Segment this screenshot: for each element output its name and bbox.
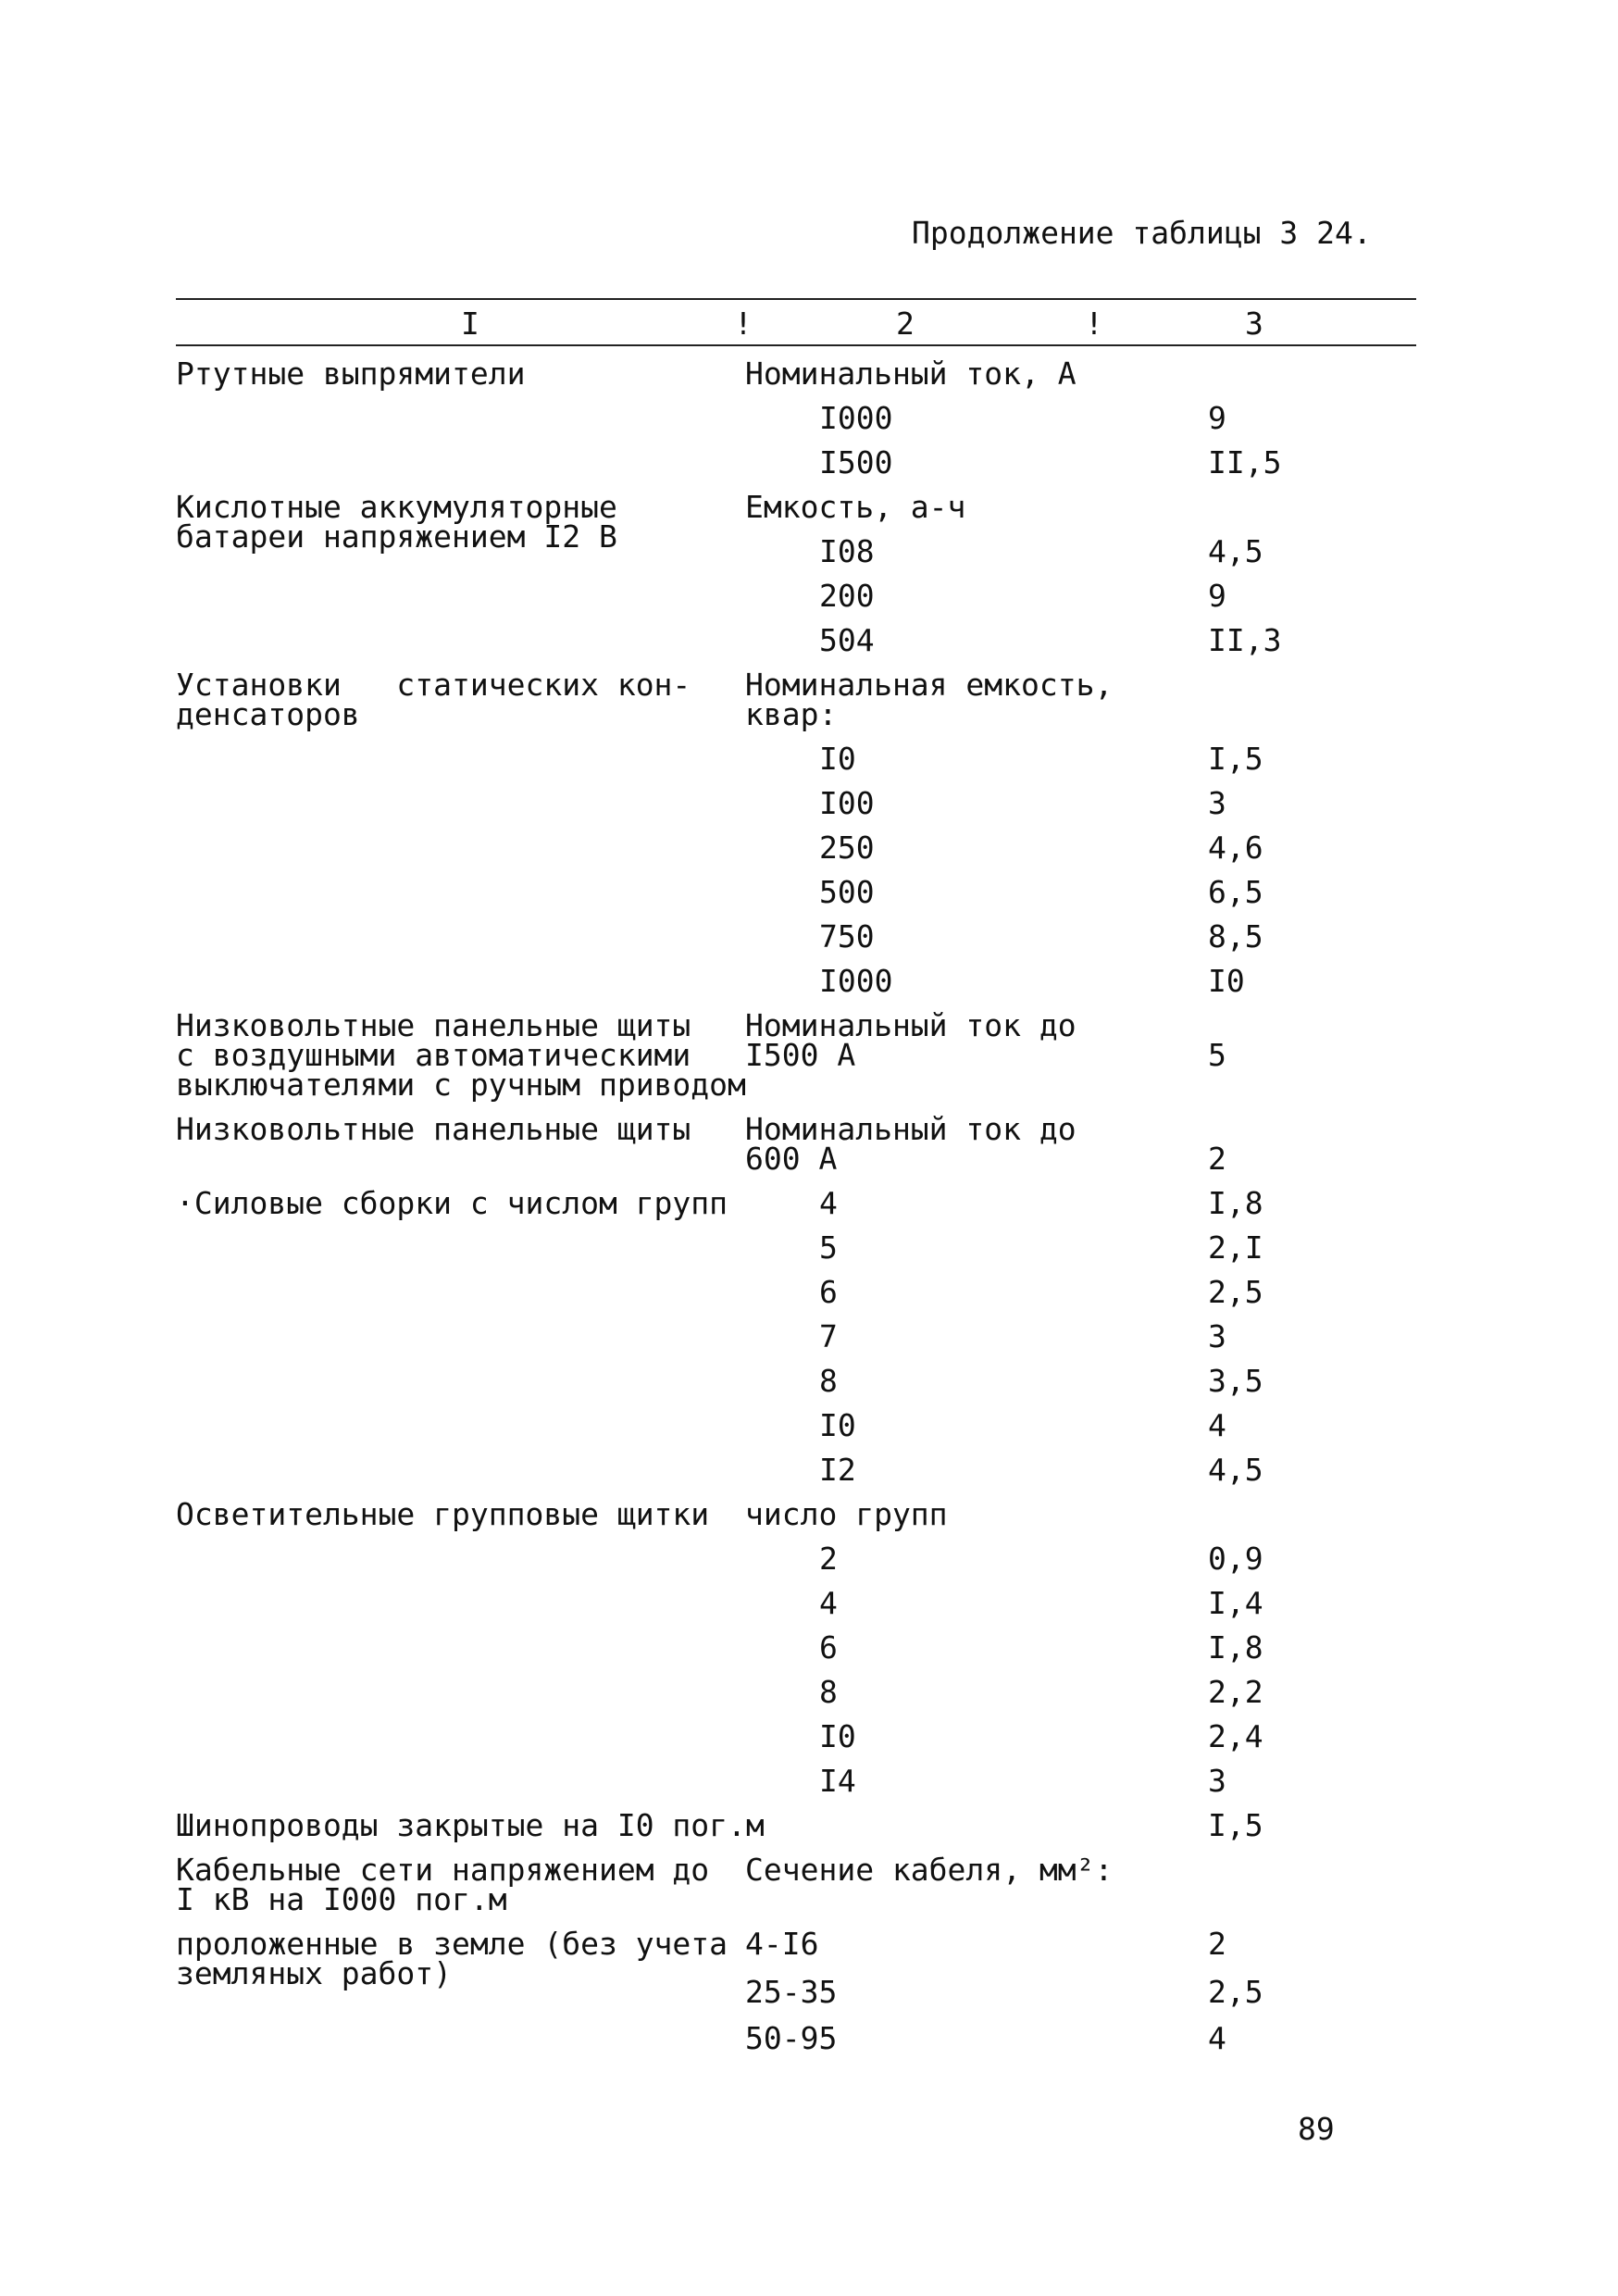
table-cell-c2: 25-35 (745, 1974, 838, 2010)
column-header-3: 3 (1245, 306, 1263, 342)
table-cell-c3: 2,4 (1208, 1718, 1263, 1754)
table-cell-c3: 4,6 (1208, 830, 1263, 866)
table-cell-c2: I4 (819, 1763, 856, 1799)
table-cell-c1: Кислотные аккумуляторные батареи напряжением I2 В (176, 489, 617, 555)
table-cell-c3: 2 (1208, 1926, 1226, 1962)
table-cell-c2: 750 (819, 918, 875, 955)
table-cell-c2: 7 (819, 1318, 838, 1354)
table-cell-c2: Номинальный ток до 600 А (745, 1111, 1077, 1177)
table-header-rule (176, 344, 1416, 346)
table-cell-c2: число групп (745, 1496, 948, 1532)
table-cell-c1: Осветительные групповые щитки (176, 1496, 710, 1532)
table-cell-c3: 3 (1208, 1763, 1226, 1799)
table-cell-c3: I0 (1208, 963, 1245, 999)
table-cell-c3: 4 (1208, 2020, 1226, 2056)
table-cell-c2: 500 (819, 874, 875, 910)
table-cell-c1: Шинопроводы закрытые на I0 пог.м (176, 1807, 765, 1843)
table-cell-c2: 250 (819, 830, 875, 866)
table-cell-c3: II,5 (1208, 444, 1282, 480)
page-number: 89 (1298, 2111, 1335, 2147)
table-cell-c1: проложенные в земле (без учета земляных работ) (176, 1926, 728, 1991)
table-cell-c3: I,5 (1208, 741, 1263, 777)
table-cell-c2: Номинальный ток, А (745, 356, 1077, 392)
table-cell-c3: II,3 (1208, 622, 1282, 658)
table-cell-c3: 3 (1208, 1318, 1226, 1354)
table-cell-c3: I,4 (1208, 1585, 1263, 1621)
table-cell-c2: 2 (819, 1541, 838, 1577)
table-cell-c1: ·Силовые сборки с числом групп (176, 1185, 728, 1221)
table-cell-c3: I,8 (1208, 1185, 1263, 1221)
table-cell-c2: I00 (819, 785, 875, 821)
table-cell-c3: 6,5 (1208, 874, 1263, 910)
table-cell-c1: Ртутные выпрямители (176, 356, 526, 392)
column-separator-1: ! (734, 306, 753, 342)
table-cell-c3: 9 (1208, 400, 1226, 436)
table-top-rule (176, 298, 1416, 300)
table-cell-c2: 6 (819, 1629, 838, 1666)
table-cell-c2: 8 (819, 1674, 838, 1710)
table-cell-c2: Емкость, а-ч (745, 489, 966, 525)
table-cell-c2: I08 (819, 533, 875, 569)
table-cell-c3: 3 (1208, 785, 1226, 821)
table-cell-c2: I000 (819, 400, 893, 436)
table-cell-c3: I,5 (1208, 1807, 1263, 1843)
table-cell-c2: 4 (819, 1585, 838, 1621)
table-cell-c3: 4,5 (1208, 1452, 1263, 1488)
table-cell-c2: 200 (819, 578, 875, 614)
table-cell-c2: Номинальный ток до I500 А (745, 1007, 1077, 1073)
table-cell-c2: 4-I6 (745, 1926, 819, 1962)
table-cell-c3: 2,2 (1208, 1674, 1263, 1710)
table-cell-c3: I,8 (1208, 1629, 1263, 1666)
table-cell-c2: Номинальная емкость, квар: (745, 667, 1114, 732)
table-cell-c2: I500 (819, 444, 893, 480)
table-cell-c2: 6 (819, 1274, 838, 1310)
table-cell-c2: 50-95 (745, 2020, 838, 2056)
table-cell-c2: 8 (819, 1363, 838, 1399)
table-cell-c3: 9 (1208, 578, 1226, 614)
table-cell-c2: I000 (819, 963, 893, 999)
table-cell-c3: 5 (1208, 1037, 1226, 1073)
table-cell-c2: 4 (819, 1185, 838, 1221)
table-cell-c2: 504 (819, 622, 875, 658)
table-cell-c2: I0 (819, 1718, 856, 1754)
table-continuation-caption: Продолжение таблицы 3 24. (912, 215, 1372, 251)
table-cell-c3: 2,5 (1208, 1974, 1263, 2010)
table-cell-c3: 2,5 (1208, 1274, 1263, 1310)
table-cell-c1: Установки статических кон- денсаторов (176, 667, 691, 732)
table-cell-c1: Кабельные сети напряжением до I кВ на I000 пог.м (176, 1852, 710, 1917)
column-separator-2: ! (1085, 306, 1103, 342)
table-cell-c2: I0 (819, 1407, 856, 1443)
table-cell-c1: Низковольтные панельные щиты с воздушными автоматическими выключателями с ручным приводом (176, 1007, 746, 1103)
table-cell-c3: 8,5 (1208, 918, 1263, 955)
table-cell-c2: 5 (819, 1229, 838, 1266)
table-cell-c3: 4,5 (1208, 533, 1263, 569)
table-cell-c3: 0,9 (1208, 1541, 1263, 1577)
table-cell-c2: I2 (819, 1452, 856, 1488)
table-cell-c3: 4 (1208, 1407, 1226, 1443)
table-cell-c2: I0 (819, 741, 856, 777)
table-cell-c2: Сечение кабеля, мм²: (745, 1852, 1114, 1888)
table-cell-c3: 2 (1208, 1141, 1226, 1177)
table-cell-c1: Низковольтные панельные щиты (176, 1111, 691, 1147)
column-header-1: I (461, 306, 479, 342)
table-cell-c3: 3,5 (1208, 1363, 1263, 1399)
table-cell-c3: 2,I (1208, 1229, 1263, 1266)
column-header-2: 2 (896, 306, 915, 342)
